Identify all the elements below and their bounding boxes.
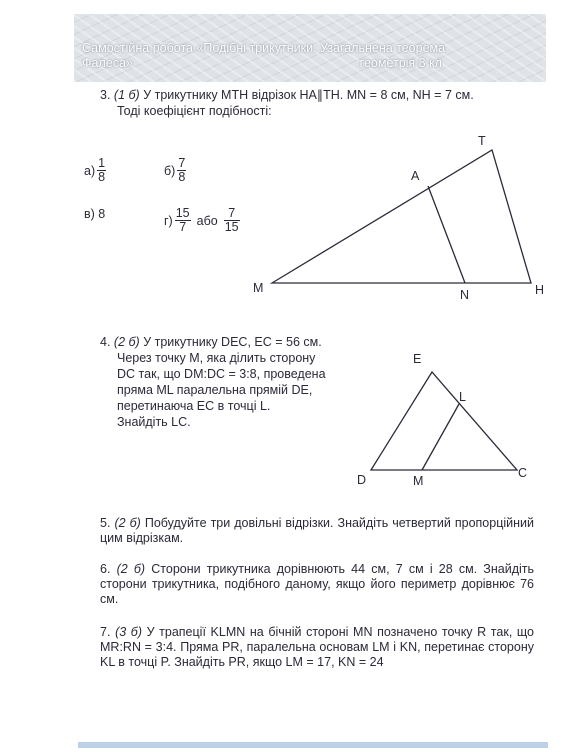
point-t-label: T	[478, 134, 486, 148]
question-7-points: (3 б)	[115, 625, 142, 639]
title-line-2-right: геометрія 8 кл	[359, 56, 442, 70]
point-m-label: M	[253, 281, 264, 295]
option-d-numerator-1: 15	[175, 206, 190, 220]
question-4-points: (2 б)	[113, 335, 140, 349]
question-3-number: 3.	[100, 88, 111, 102]
point-h-label: H	[535, 283, 545, 297]
option-b-label: б)	[164, 163, 176, 178]
question-7	[100, 625, 534, 670]
question-5-number: 5.	[100, 516, 111, 530]
option-a-denominator: 8	[98, 170, 106, 184]
question-5-points: (2 б)	[114, 516, 141, 530]
triangle-dec	[371, 372, 517, 470]
question-4-number: 4.	[100, 335, 111, 349]
question-4-line-2: Через точку М, яка ділить сторону	[117, 351, 316, 365]
option-d-label: г)	[164, 213, 173, 228]
option-b-numerator: 7	[178, 156, 186, 170]
option-d-numerator-2: 7	[228, 206, 236, 220]
bottom-divider	[78, 742, 548, 748]
question-4-line-5: перетинаюча EC в точці L.	[117, 399, 271, 413]
question-6-text: Сторони трикутника дорівнюють 44 см, 7 см і 28 см. Знайдіть сторони трикутника, подібного даному, якщо його периметр дорівнює 76 см.	[100, 562, 534, 606]
question-5	[100, 516, 534, 546]
title-line-2-left: Фалеса»	[82, 56, 133, 70]
option-d-denominator-2: 15	[224, 220, 239, 234]
question-4-line-1	[100, 335, 322, 350]
question-6-points: (2 б)	[116, 562, 146, 576]
option-c-label: в) 8	[84, 207, 106, 221]
point-a-label: A	[411, 169, 420, 183]
point-e-label: E	[413, 352, 422, 366]
question-3-points: (1 б)	[113, 88, 140, 102]
question-6-number: 6.	[100, 562, 111, 576]
question-3-text: У трикутнику МТН відрізок НА∥ТН. MN = 8 см, NH = 7 см.	[143, 88, 474, 102]
option-d-or: або	[196, 213, 218, 228]
option-b-denominator: 8	[178, 170, 186, 184]
point-l-label: L	[459, 390, 466, 404]
question-3-text-2: Тоді коефіцієнт подібності:	[117, 104, 272, 118]
point-c-label: C	[518, 466, 528, 480]
point-d-label: D	[357, 473, 367, 487]
option-d-denominator-1: 7	[179, 220, 187, 234]
question-4-line-6: Знайдіть LC.	[117, 415, 191, 429]
point-m2-label: M	[413, 474, 424, 488]
question-6	[100, 562, 534, 607]
triangle-mth	[272, 150, 531, 283]
question-4-line-4: пряма ML паралельна прямій DE,	[117, 383, 313, 397]
question-7-text: У трапеції KLMN на бічній стороні MN позначено точку R так, що MR:RN = 3:4. Пряма PR, паралельна основам LM і KN, перетинає сторону KL в точці P. Знайдіть PR, якщо LM = 17, KN = 24	[100, 625, 534, 669]
question-4-text-1: У трикутнику DEC, EC = 56 см.	[143, 335, 322, 349]
question-5-text: Побудуйте три довільні відрізки. Знайдіть четвертий пропорційний цим відрізкам.	[100, 516, 534, 545]
point-n-label: N	[460, 288, 470, 302]
question-4-line-3: DC так, що DM:DC = 3:8, проведена	[117, 367, 326, 381]
option-a-label: а)	[84, 163, 96, 178]
segment-an	[428, 186, 465, 283]
option-a-numerator: 1	[98, 156, 106, 170]
segment-ml	[422, 404, 459, 470]
question-7-number: 7.	[100, 625, 111, 639]
title-line-1: Самостійна робота «Подібні трикутники. Узагальнена теорема	[82, 41, 446, 55]
